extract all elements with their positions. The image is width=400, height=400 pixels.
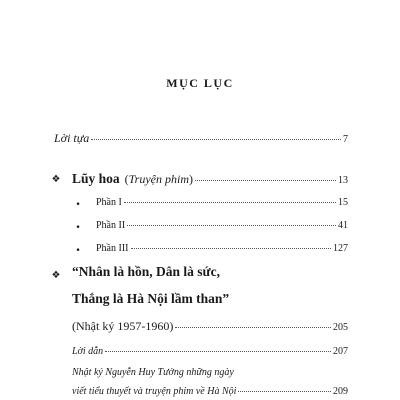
entry-page: 127 — [333, 243, 348, 254]
toc-entry-phan-3[interactable] — [96, 243, 348, 254]
bullet-icon: • — [75, 246, 81, 256]
entry-page: 13 — [338, 175, 348, 186]
entry-label: Phần III — [96, 243, 129, 254]
entry-label-line-1: Nhật ký Nguyễn Huy Tưởng những ngày — [72, 367, 234, 378]
bullet-icon: • — [75, 223, 81, 233]
toc-entry-nhat-ky-1957[interactable] — [72, 319, 348, 334]
entry-label: Lũy hoa — [72, 171, 120, 186]
bullet-icon: • — [75, 200, 81, 210]
entry-label: Lời tựa — [54, 131, 90, 145]
toc-entry-loi-tua[interactable] — [54, 131, 348, 146]
entry-subtitle: (Nhật ký 1957-1960) — [72, 319, 174, 333]
entry-page: 207 — [333, 346, 348, 357]
entry-page: 7 — [343, 134, 348, 145]
entry-label-line-2: viết tiểu thuyết và truyện phim về Hà Nội — [72, 386, 237, 397]
entry-subtitle-open: ( — [124, 172, 129, 186]
dot-leader — [131, 248, 332, 249]
dot-leader — [127, 225, 336, 226]
entry-page: 15 — [338, 197, 348, 208]
dot-leader — [195, 180, 336, 181]
dot-leader — [238, 391, 331, 392]
entry-label: Phần II — [96, 220, 126, 231]
diamond-bullet-icon: ❖ — [51, 270, 61, 281]
entry-subtitle-close: ) — [189, 172, 193, 186]
entry-page: 205 — [333, 322, 348, 333]
dot-leader — [175, 327, 331, 328]
toc-title: MỤC LỤC — [166, 76, 234, 90]
section-heading-line-1: “Nhân là hồn, Dân là sức, — [72, 264, 221, 279]
dot-leader — [124, 202, 336, 203]
diamond-bullet-icon: ❖ — [51, 174, 61, 185]
dot-leader — [91, 139, 341, 140]
section-heading-line-2: Thắng là Hà Nội lầm than” — [72, 291, 230, 306]
entry-label: Phần I — [96, 197, 122, 208]
dot-leader — [105, 351, 331, 352]
toc-entry-phan-1[interactable] — [96, 197, 348, 208]
toc-entry-loi-dan[interactable] — [72, 346, 348, 357]
entry-label: Lời dẫn — [72, 346, 104, 357]
entry-page: 209 — [333, 386, 348, 397]
toc-entry-phan-2[interactable] — [96, 220, 348, 231]
entry-subtitle: Truyện phim — [128, 172, 189, 186]
toc-entry-nhat-ky-nht[interactable] — [72, 386, 348, 397]
entry-page: 41 — [338, 220, 348, 231]
toc-entry-luy-hoa[interactable] — [72, 171, 348, 187]
